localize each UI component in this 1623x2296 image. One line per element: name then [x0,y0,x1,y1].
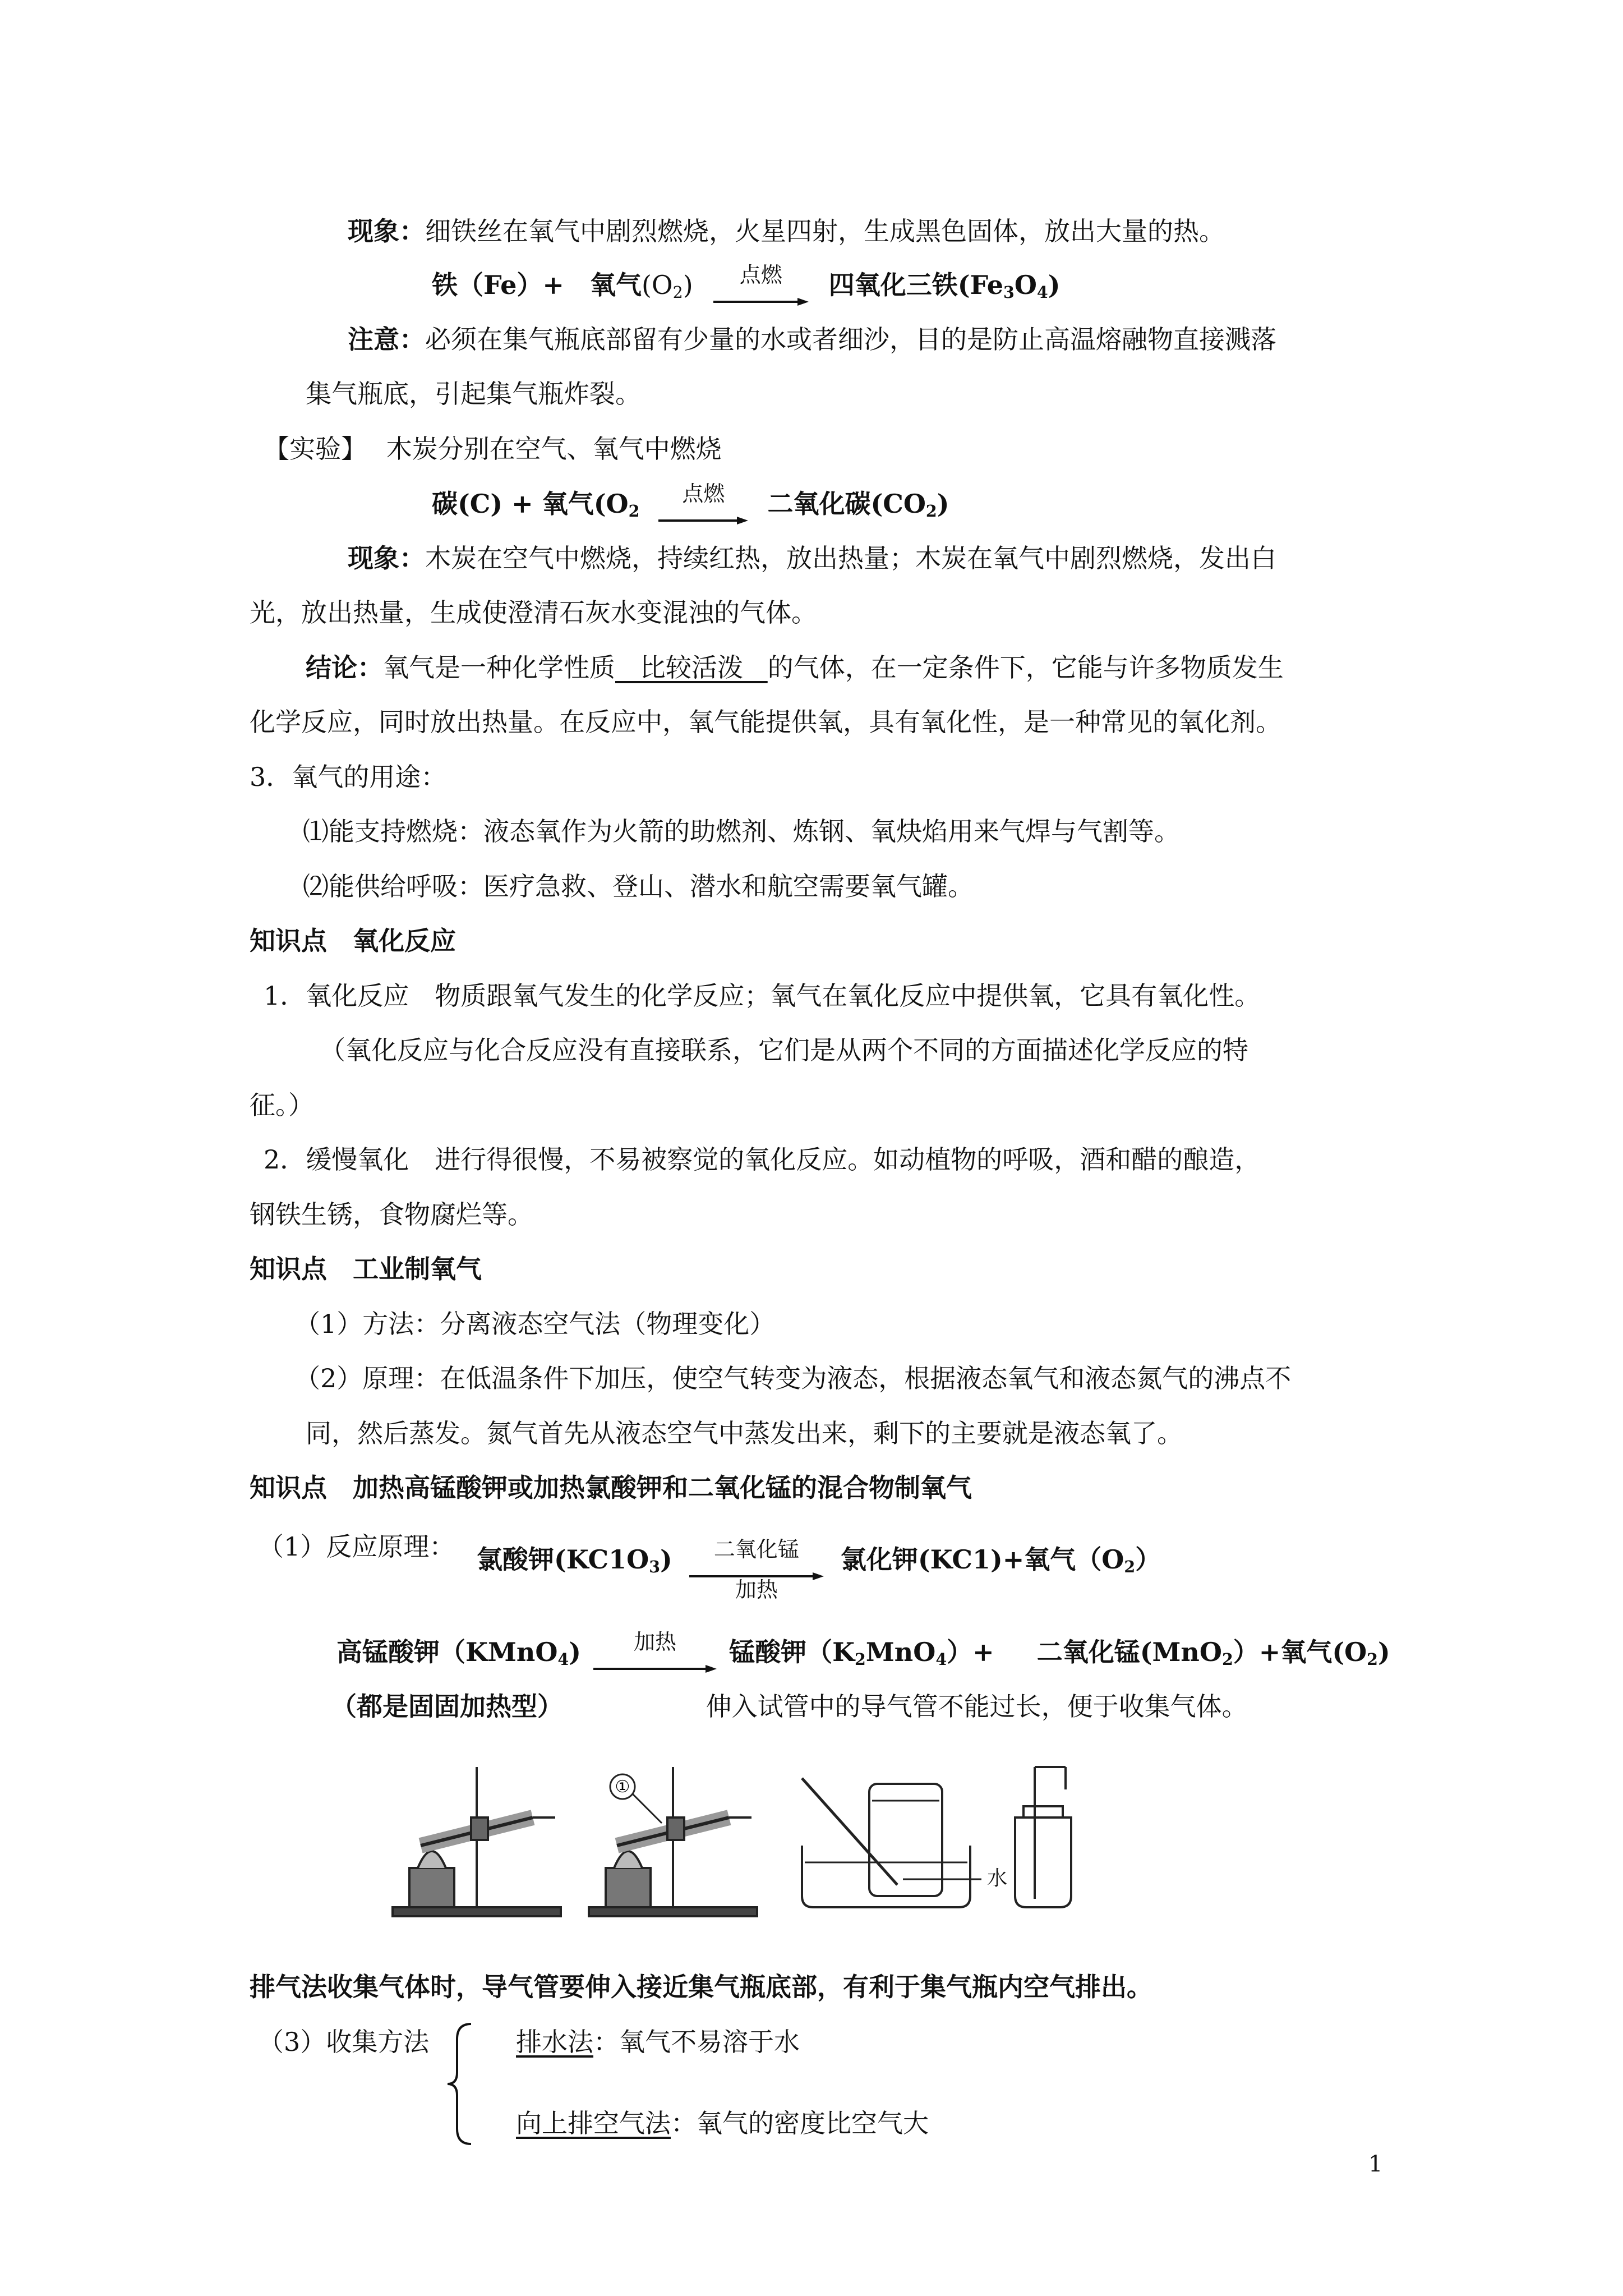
fe-note-text: 必须在集气瓶底部留有少量的水或者细沙，目的是防止高温熔融物直接溅落 [425,324,1276,355]
kmno4-p3-close: ) [1378,1637,1390,1667]
carbon-conclusion-b: 的气体，在一定条件下，它能与许多物质发生 [767,652,1284,683]
carbon-eq-sub: 2 [628,501,640,521]
water-label: 水 [987,1867,1008,1890]
carbon-product: 二氧化碳(CO [767,489,926,519]
uses-item1: ⑴能支持燃烧：液态氧作为火箭的助燃剂、炼钢、氧炔焰用来气焊与气割等。 [303,816,1180,846]
exhaust-note: 排气法收集气体时，导气管要伸入接近集气瓶底部，有利于集气瓶内空气排出。 [250,1972,1152,2002]
carbon-product-close: ) [937,489,949,519]
carbon-conclusion-line1 [306,651,1284,684]
fe-product-sub2: 4 [1036,283,1048,302]
carbon-phenomenon-label: 现象： [348,543,425,573]
uses-heading: 3．氧气的用途： [250,762,447,792]
gas-bottle-apparatus [1015,1767,1071,1907]
carbon-product-sub: 2 [925,501,937,521]
page-number: 1 [1368,2151,1383,2177]
kmno4-p3-sub: 2 [1367,1650,1378,1669]
carbon-conclusion-label: 结论： [306,652,383,683]
carbon-equation [432,481,949,528]
kmno4-left: 高锰酸钾（KMnO [336,1637,558,1667]
industrial-method: （1）方法：分离液态空气法（物理变化） [294,1309,776,1339]
collect-1-text: ：氧气不易溶于水 [593,2027,800,2057]
carbon-conclusion-line2: 化学反应，同时放出热量。在反应中，氧气能提供氧，具有氧化性，是一种常见的氧化剂。 [250,707,1281,737]
water-collection-apparatus [802,1778,1007,1907]
kmno4-equation [336,1630,1390,1676]
oxidation-item2-line1: 2．缓慢氧化 进行得很慢，不易被察觉的氧化反应。如动植物的呼吸，酒和醋的酿造， [264,1144,1261,1175]
heating-apparatus-figure [387,1756,1077,1924]
oxidation-item2-line2: 钢铁生锈，食物腐烂等。 [250,1199,533,1230]
fe-product: 四氧化三铁(Fe [828,270,1003,300]
fe-phenomenon-line [348,214,1225,248]
kmno4-p1: 锰酸钾（K [729,1637,855,1667]
lab-heading: 知识点 加热高锰酸钾或加热氯酸钾和二氧化锰的混合物制氧气 [250,1473,972,1503]
carbon-eq-left: 碳(C) + 氧气(O [432,489,629,519]
fe-o2-sub: 2 [672,283,683,302]
lab-type-note: （都是固固加热型） [331,1691,563,1722]
carbon-exp-text: 木炭分别在空气、氧气中燃烧 [386,434,722,464]
kclo3-condition-top: 二氧化锰 [713,1537,799,1562]
kclo3-product-close: ） [1135,1544,1161,1575]
kmno4-p1-sub2: 4 [935,1650,947,1669]
kclo3-equation [477,1537,1161,1602]
kmno4-p1-mid: MnO [865,1637,936,1667]
kmno4-p2-close: ）+氧气(O [1233,1637,1367,1667]
carbon-condition: 点燃 [682,481,725,506]
uses-item2: ⑵能供给呼吸：医疗急救、登山、潜水和航空需要氧气罐。 [303,871,974,901]
kmno4-sub: 4 [557,1650,569,1669]
apparatus-1 [393,1767,561,1916]
carbon-phenomenon-line1 [348,541,1276,575]
industrial-heading: 知识点 工业制氧气 [250,1254,482,1284]
kclo3-left: 氯酸钾(KC1O [477,1544,649,1575]
arrow-icon [713,296,809,307]
fe-note-line2: 集气瓶底，引起集气瓶炸裂。 [306,379,641,409]
carbon-conclusion-blank: 比较活泼 [615,652,768,683]
kmno4-p2: 二氧化锰(MnO [1036,1637,1222,1667]
fe-reaction-arrow [713,263,809,293]
collect-label: （3）收集方法 [258,2027,430,2057]
brace-icon [443,2019,477,2148]
figure-marker: ① [615,1777,630,1797]
kclo3-condition-bottom: 加热 [735,1577,778,1602]
fe-phenomenon-label: 现象： [348,216,425,246]
fe-o2: (O [641,270,673,300]
oxidation-paren-line2: 征。） [250,1090,314,1120]
fe-condition: 点燃 [739,263,782,287]
fe-product-close: ) [1048,270,1061,300]
carbon-exp-label: 【实验】 [264,434,367,464]
kmno4-condition: 加热 [634,1630,677,1654]
carbon-conclusion-a: 氧气是一种化学性质 [383,652,615,683]
collect-2-text: ：氧气的密度比空气大 [671,2108,929,2138]
lab-principle-label: （1）反应原理： [258,1531,455,1562]
lab-tube-note: 伸入试管中的导气管不能过长，便于收集气体。 [706,1691,1248,1722]
oxidation-paren-line1: （氧化反应与化合反应没有直接联系，它们是从两个不同的方面描述化学反应的特 [320,1035,1248,1065]
industrial-principle-line1: （2）原理：在低温条件下加压，使空气转变为液态，根据液态氧气和液态氮气的沸点不 [294,1363,1292,1393]
carbon-reaction-arrow [658,481,748,512]
kmno4-p1-close: ）+ [947,1637,994,1667]
arrow-icon [658,515,748,526]
collect-2-name: 向上排空气法 [516,2108,671,2138]
kclo3-sub: 3 [649,1557,661,1577]
fe-note-label: 注意： [348,324,425,355]
fe-eq-left-b: 氧气 [589,270,642,300]
kmno4-p2-sub: 2 [1221,1650,1233,1669]
collect-item-1 [516,2025,800,2059]
collect-1-name: 排水法 [516,2027,593,2057]
oxidation-heading: 知识点 氧化反应 [250,926,456,956]
apparatus-2 [589,1767,757,1916]
kmno4-close: ) [569,1637,582,1667]
fe-product-sub1: 3 [1003,283,1015,302]
lab-notes-line [331,1690,1248,1723]
kclo3-close: ) [660,1544,672,1575]
fe-equation [432,263,1061,310]
carbon-experiment-line [264,432,722,466]
kmno4-reaction-arrow [593,1630,717,1660]
arrow-icon [593,1663,717,1674]
kmno4-p1-sub1: 2 [855,1650,866,1669]
fe-product-mid: O [1014,270,1037,300]
kclo3-reaction-arrow [689,1537,824,1602]
kclo3-product: 氯化钾(KC1)+氧气（O [840,1544,1124,1575]
fe-eq-left-a: 铁（Fe）+ [432,270,564,300]
fe-phenomenon-text: 细铁丝在氧气中剧烈燃烧，火星四射，生成黑色固体，放出大量的热。 [425,216,1225,246]
fe-o2-close: ) [683,270,693,300]
carbon-phenomenon-line2: 光，放出热量，生成使澄清石灰水变混浊的气体。 [250,597,817,628]
fe-note-line1 [348,323,1276,356]
collect-item-2 [516,2106,929,2140]
carbon-phenomenon-text: 木炭在空气中燃烧，持续红热，放出热量；木炭在氧气中剧烈燃烧，发出白 [425,543,1276,573]
kclo3-product-sub: 2 [1124,1557,1136,1577]
oxidation-item1: 1．氧化反应 物质跟氧气发生的化学反应；氧气在氧化反应中提供氧，它具有氧化性。 [264,981,1261,1011]
industrial-principle-line2: 同，然后蒸发。氮气首先从液态空气中蒸发出来，剩下的主要就是液态氧了。 [306,1418,1183,1448]
